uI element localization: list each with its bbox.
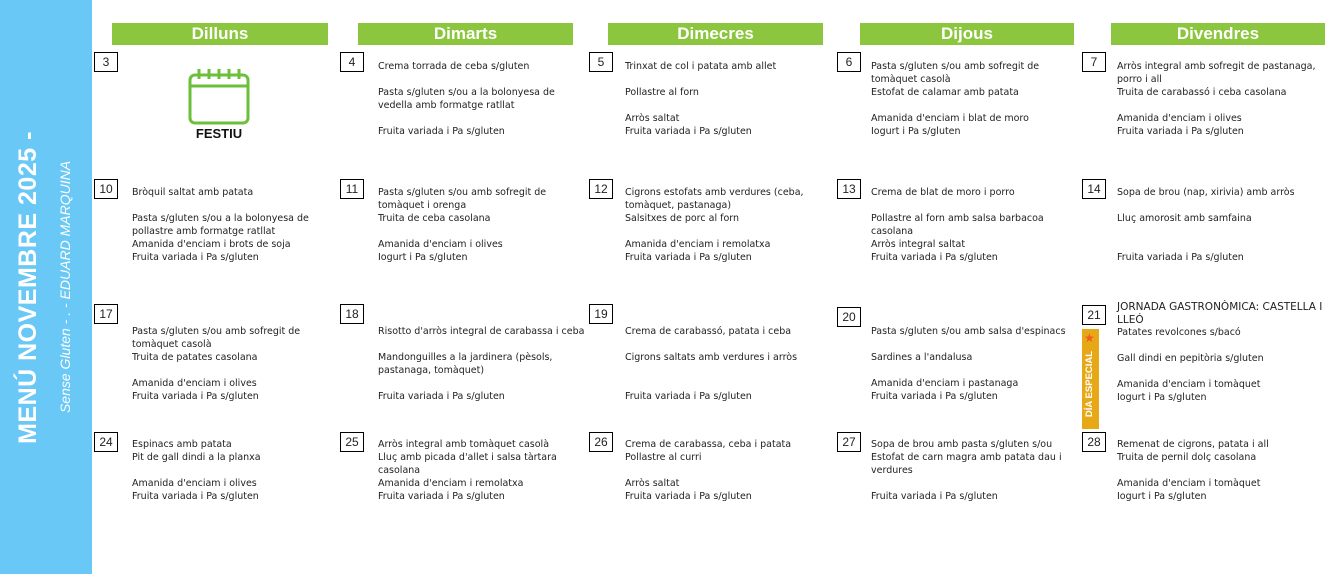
menu-dish: Arròs integral amb sofregit de pastanaga, porro i all <box>1117 61 1316 85</box>
menu-dish: Sardines a l'andalusa <box>871 352 973 363</box>
day-header-dimarts: Dimarts <box>358 23 573 45</box>
day-cell-27 <box>837 432 1077 552</box>
day-number: 18 <box>340 304 364 324</box>
day-cell-3 <box>94 52 334 172</box>
menu-dish: Pasta s/gluten s/ou amb salsa d'espinacs <box>871 326 1066 337</box>
day-cell-25 <box>340 432 580 552</box>
day-number: 17 <box>94 304 118 324</box>
menu-dish: Remenat de cigrons, patata i all <box>1117 439 1269 450</box>
menu-dish: Pasta s/gluten s/ou amb sofregit de tomàquet i orenga <box>378 187 547 211</box>
menu-dish: Fruita variada i Pa s/gluten <box>625 126 752 137</box>
menu-dish: Mandonguilles a la jardinera (pèsols, pastanaga, tomàquet) <box>378 352 553 376</box>
day-number: 28 <box>1082 432 1106 452</box>
day-number: 19 <box>589 304 613 324</box>
day-number: 20 <box>837 307 861 327</box>
day-header-dijous: Dijous <box>860 23 1074 45</box>
menu-dish: Fruita variada i Pa s/gluten <box>378 491 505 502</box>
menu-dish: Pasta s/gluten s/ou amb sofregit de tomàquet casolà <box>132 326 301 350</box>
menu-dish: Amanida d'enciam i tomàquet <box>1117 379 1261 390</box>
day-number: 13 <box>837 179 861 199</box>
menu-dish: Sopa de brou (nap, xirivia) amb arròs <box>1117 187 1295 198</box>
day-header-dimecres: Dimecres <box>608 23 823 45</box>
menu-dish: Pasta s/gluten s/ou amb sofregit de tomàquet casolà <box>871 61 1040 85</box>
day-number: 4 <box>340 52 364 72</box>
day-number: 14 <box>1082 179 1106 199</box>
menu-dish: Cigrons estofats amb verdures (ceba, tomàquet, pastanaga) <box>625 187 804 211</box>
menu-dish: Truita de patates casolana <box>132 352 258 363</box>
menu-dish: Arròs saltat <box>625 113 680 124</box>
menu-dish: Pollastre al forn amb salsa barbacoa casolana <box>871 213 1044 237</box>
menu-dish: Truita de carabassó i ceba casolana <box>1117 87 1287 98</box>
menu-dish: Lluç amorosit amb samfaina <box>1117 213 1252 224</box>
menu-dish: Fruita variada i Pa s/gluten <box>871 391 998 402</box>
menu-dish: Fruita variada i Pa s/gluten <box>1117 252 1244 263</box>
day-cell-18 <box>340 304 585 424</box>
menu-dish: Iogurt i Pa s/gluten <box>871 126 961 137</box>
menu-dish: Amanida d'enciam i olives <box>378 239 503 250</box>
menu-dish: Risotto d'arròs integral de carabassa i ceba <box>378 326 585 337</box>
day-number: 24 <box>94 432 118 452</box>
menu-title: MENÚ NOVEMBRE 2025 - <box>13 130 42 444</box>
day-number: 25 <box>340 432 364 452</box>
menu-dish: Fruita variada i Pa s/gluten <box>625 391 752 402</box>
menu-dish: Salsitxes de porc al forn <box>625 213 740 224</box>
menu-dish: Pollastre al forn <box>625 87 699 98</box>
menu-dish: Crema de carabassa, ceba i patata <box>625 439 792 450</box>
menu-dish: Amanida d'enciam i remolatxa <box>378 478 524 489</box>
menu-dish: Amanida d'enciam i remolatxa <box>625 239 771 250</box>
festiu-label: FESTIU <box>195 126 243 141</box>
menu-dish: Fruita variada i Pa s/gluten <box>132 252 259 263</box>
day-number: 12 <box>589 179 613 199</box>
day-number: 7 <box>1082 52 1106 72</box>
menu-dish: Amanida d'enciam i olives <box>1117 113 1242 124</box>
menu-dish: Pasta s/gluten s/ou a la bolonyesa de pollastre amb formatge ratllat <box>132 213 309 237</box>
menu-dish: Amanida d'enciam i blat de moro <box>871 113 1029 124</box>
menu-dish: Amanida d'enciam i brots de soja <box>132 239 291 250</box>
day-number: 10 <box>94 179 118 199</box>
star-icon: ★ <box>1084 331 1095 345</box>
day-number: 21 <box>1082 305 1106 325</box>
menu-dish: Bròquil saltat amb patata <box>132 187 254 198</box>
menu-dish: Lluç amb picada d'allet i salsa tàrtara casolana <box>378 452 557 476</box>
festiu-calendar-icon <box>184 66 254 144</box>
day-cell-7 <box>1082 52 1322 172</box>
day-cell-12 <box>589 179 829 299</box>
menu-dish: Patates revolcones s/bacó <box>1117 327 1241 338</box>
day-header-dilluns: Dilluns <box>112 23 328 45</box>
menu-dish: Amanida d'enciam i pastanaga <box>871 378 1019 389</box>
menu-dish: Iogurt i Pa s/gluten <box>1117 392 1207 403</box>
menu-dish: Estofat de calamar amb patata <box>871 87 1019 98</box>
menu-dish: Fruita variada i Pa s/gluten <box>625 491 752 502</box>
special-day-badge <box>1082 329 1099 429</box>
day-number: 26 <box>589 432 613 452</box>
menu-dish: Sopa de brou amb pasta s/gluten s/ou <box>871 439 1053 450</box>
day-number: 3 <box>94 52 118 72</box>
menu-dish: Pit de gall dindi a la planxa <box>132 452 261 463</box>
menu-dish: Espinacs amb patata <box>132 439 232 450</box>
menu-dish: Fruita variada i Pa s/gluten <box>378 391 505 402</box>
day-number: 5 <box>589 52 613 72</box>
menu-dish: Crema torrada de ceba s/gluten <box>378 61 530 72</box>
day-cell-5 <box>589 52 829 172</box>
day-cell-24 <box>94 432 334 552</box>
menu-dish: Amanida d'enciam i olives <box>132 478 257 489</box>
menu-dish: Iogurt i Pa s/gluten <box>1117 491 1207 502</box>
day-cell-21 <box>1082 301 1323 425</box>
day-cell-26 <box>589 432 829 552</box>
menu-dish: Fruita variada i Pa s/gluten <box>378 126 505 137</box>
special-day-label: DÍA ESPECIAL <box>1084 350 1095 418</box>
day-cell-19 <box>589 304 829 424</box>
menu-dish: Cigrons saltats amb verdures i arròs <box>625 352 798 363</box>
menu-dish: Fruita variada i Pa s/gluten <box>871 252 998 263</box>
day-cell-4 <box>340 52 580 172</box>
day-cell-11 <box>340 179 580 299</box>
day-number: 6 <box>837 52 861 72</box>
day-cell-20 <box>837 307 1077 427</box>
menu-dish: Fruita variada i Pa s/gluten <box>132 491 259 502</box>
day-cell-10 <box>94 179 334 299</box>
menu-dish: Fruita variada i Pa s/gluten <box>625 252 752 263</box>
special-event-title: JORNADA GASTRONÒMICA: CASTELLA I LLEÓ <box>1117 301 1323 326</box>
day-cell-13 <box>837 179 1077 299</box>
menu-dish: Estofat de carn magra amb patata dau i verdures <box>871 452 1062 476</box>
day-number: 11 <box>340 179 364 199</box>
day-header-divendres: Divendres <box>1111 23 1325 45</box>
day-cell-14 <box>1082 179 1322 299</box>
menu-dish: Gall dindi en pepitòria s/gluten <box>1117 353 1264 364</box>
menu-dish: Truita de ceba casolana <box>378 213 491 224</box>
day-cell-17 <box>94 304 334 424</box>
menu-dish: Amanida d'enciam i tomàquet <box>1117 478 1261 489</box>
menu-dish: Iogurt i Pa s/gluten <box>378 252 468 263</box>
menu-dish: Fruita variada i Pa s/gluten <box>132 391 259 402</box>
menu-dish: Trinxat de col i patata amb allet <box>625 61 777 72</box>
menu-dish: Arròs integral amb tomàquet casolà <box>378 439 550 450</box>
menu-dish: Amanida d'enciam i olives <box>132 378 257 389</box>
menu-dish: Pollastre al curri <box>625 452 702 463</box>
menu-dish: Pasta s/gluten s/ou a la bolonyesa de vedella amb formatge ratllat <box>378 87 555 111</box>
menu-dish: Arròs integral saltat <box>871 239 966 250</box>
day-cell-6 <box>837 52 1077 172</box>
menu-dish: Arròs saltat <box>625 478 680 489</box>
day-number: 27 <box>837 432 861 452</box>
menu-dish: Fruita variada i Pa s/gluten <box>871 491 998 502</box>
menu-dish: Fruita variada i Pa s/gluten <box>1117 126 1244 137</box>
menu-dish: Truita de pernil dolç casolana <box>1117 452 1257 463</box>
calendar-icon <box>184 66 254 128</box>
day-cell-28 <box>1082 432 1322 552</box>
sidebar <box>0 0 92 574</box>
menu-subtitle: Sense Gluten - . - EDUARD MARQUINA <box>57 160 73 414</box>
menu-dish: Crema de blat de moro i porro <box>871 187 1015 198</box>
menu-dish: Crema de carabassó, patata i ceba <box>625 326 792 337</box>
